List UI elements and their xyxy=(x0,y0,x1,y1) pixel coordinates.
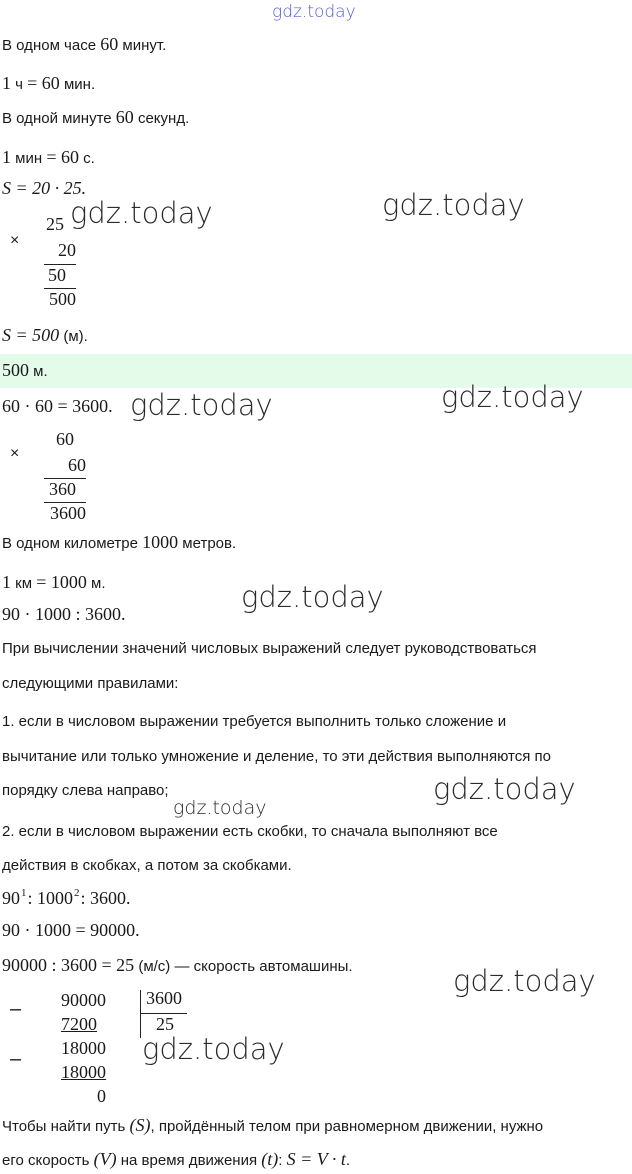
watermark: gdz.today xyxy=(142,1032,285,1066)
partial-product: 50 xyxy=(48,265,66,285)
remainder: 18000 xyxy=(61,1038,106,1058)
paragraph-line: следующими правилами: xyxy=(2,675,179,692)
formula-text: Чтобы найти путь (S), пройдённый телом при равномерном движении, нужно xyxy=(2,1115,544,1135)
multiply-sign: × xyxy=(10,232,20,249)
watermark: gdz.today xyxy=(241,580,384,614)
subtrahend: 7200 xyxy=(61,1014,97,1034)
text-line: 90000 : 3600 = 25 (м/с) — скорость автомашины. xyxy=(2,955,353,975)
text-line: 1 мин = 60 с. xyxy=(2,147,95,167)
dividend: 90000 xyxy=(61,990,106,1010)
text-line: 1 ч = 60 мин. xyxy=(2,73,96,93)
watermark: gdz.today xyxy=(453,964,596,998)
text-line: 1 км = 1000 м. xyxy=(2,572,106,592)
formula-line: 90 · 1000 : 3600. xyxy=(2,604,126,624)
watermark: gdz.today xyxy=(382,188,525,222)
watermark: gdz.today xyxy=(173,797,267,819)
formula-line: 60 · 60 = 3600. xyxy=(2,396,113,416)
text-line: В одном километре 1000 метров. xyxy=(2,532,237,552)
subtrahend: 18000 xyxy=(61,1062,106,1082)
quotient: 25 xyxy=(156,1014,174,1034)
minus-sign: – xyxy=(10,998,22,1020)
rule-line: вычитание или только умножение и деление, то эти действия выполняются по xyxy=(2,748,551,765)
formula-line: S = 20 · 25. xyxy=(2,178,87,198)
division-bracket xyxy=(140,990,141,1038)
answer-line: 500 м. xyxy=(2,360,48,380)
formula-text: его скорость (V) на время движения (t): S = V · t. xyxy=(2,1149,351,1169)
partial-product: 360 xyxy=(49,479,76,499)
order-of-operations: $90^1$: 1000$^2$: 3600. xyxy=(2,887,131,908)
factor: 25 xyxy=(46,214,64,234)
text-line: S = 500 (м). xyxy=(2,325,88,345)
watermark: gdz.today xyxy=(130,388,273,422)
watermark: gdz.today xyxy=(441,380,584,414)
text-line: В одной минуте 60 секунд. xyxy=(2,107,190,127)
rule-line: действия в скобках, а потом за скобками. xyxy=(2,857,292,874)
factor: 60 xyxy=(56,429,74,449)
factor: 60 xyxy=(68,455,86,475)
watermark: gdz.today xyxy=(433,772,576,806)
divisor: 3600 xyxy=(146,988,182,1008)
watermark-top: gdz.today xyxy=(272,2,356,22)
rule-line: 1. если в числовом выражении требуется выполнить только сложение и xyxy=(2,713,507,730)
product: 500 xyxy=(49,289,76,309)
minus-sign: – xyxy=(10,1048,22,1070)
factor: 20 xyxy=(58,240,76,260)
multiply-sign: × xyxy=(10,445,20,462)
rule-line: порядку слева направо; xyxy=(2,782,169,799)
text-line: В одном часе 60 минут. xyxy=(2,34,167,54)
paragraph-line: При вычислении значений числовых выражений следует руководствоваться xyxy=(2,640,537,657)
rule-line: 2. если в числовом выражении есть скобки, то сначала выполняют все xyxy=(2,823,498,840)
watermark: gdz.today xyxy=(70,196,213,230)
formula-line: 90 · 1000 = 90000. xyxy=(2,920,140,940)
remainder: 0 xyxy=(97,1086,106,1106)
product: 3600 xyxy=(50,503,86,523)
